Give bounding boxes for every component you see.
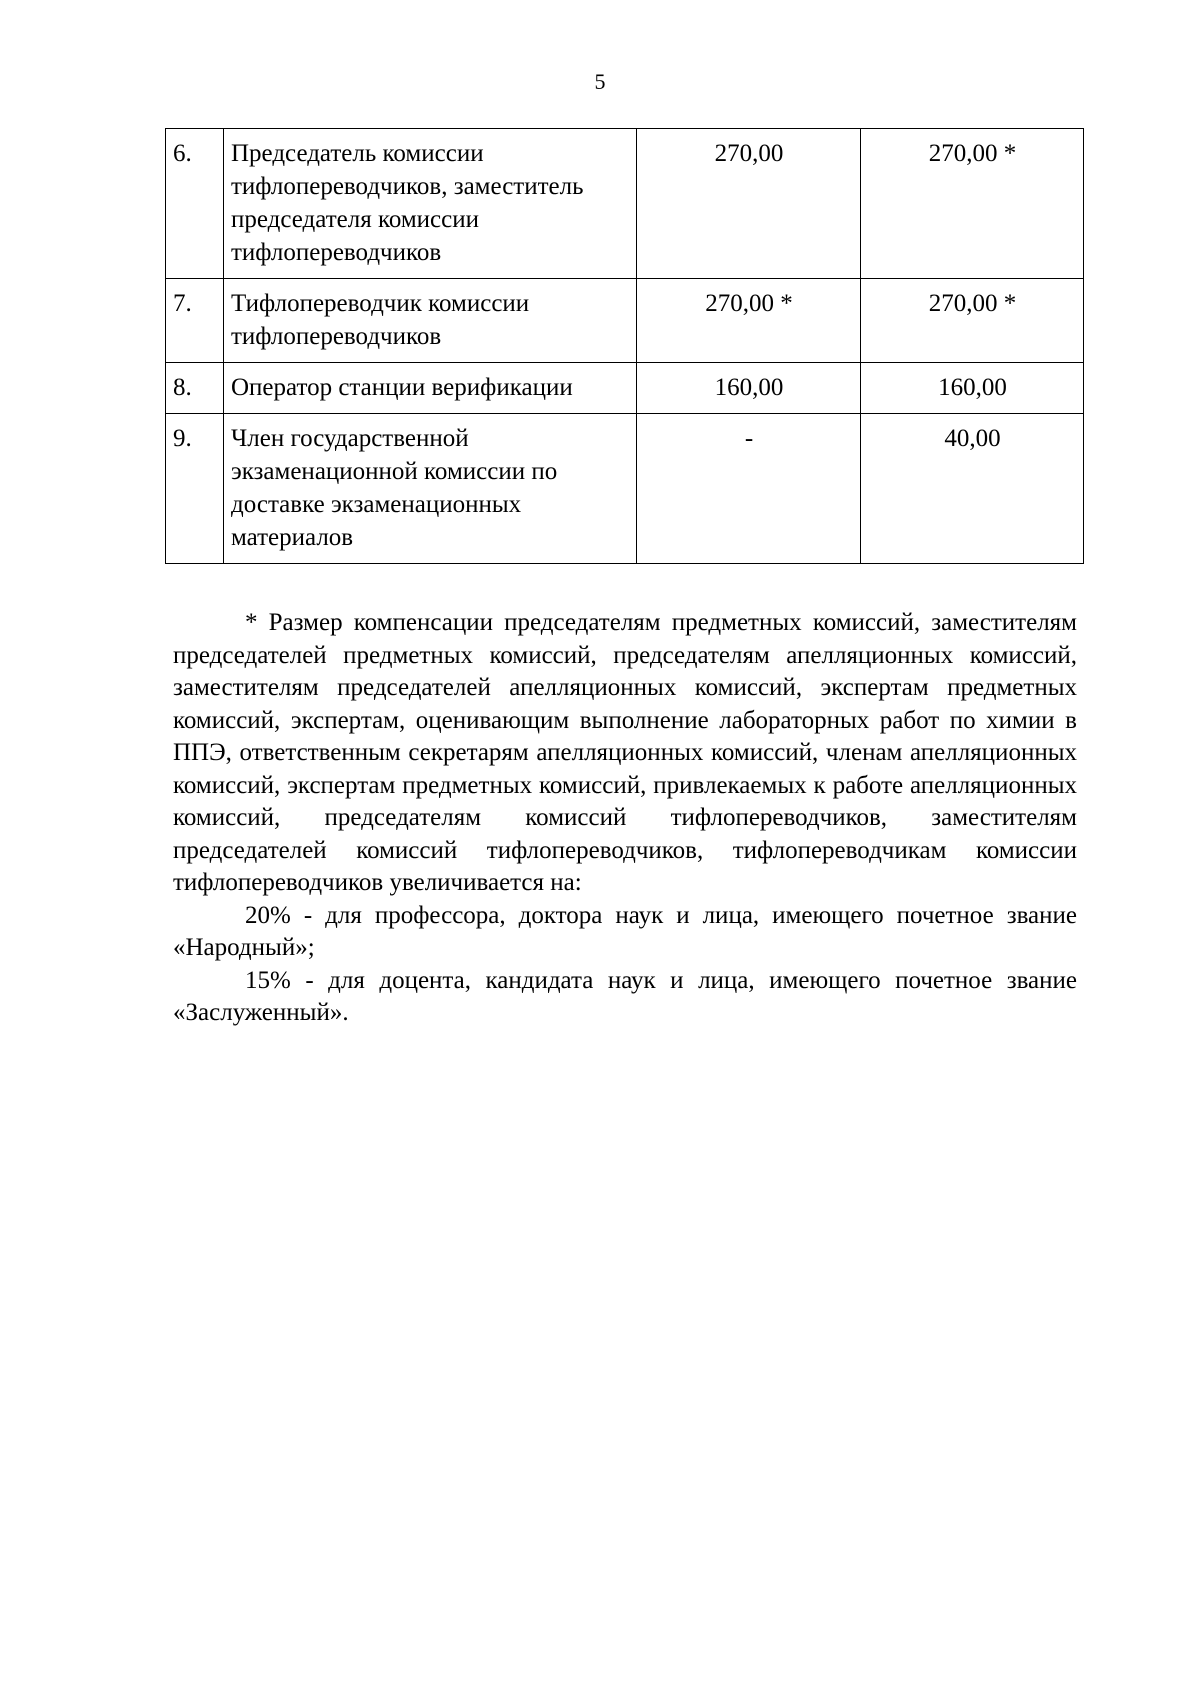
value-column-1: 160,00 (637, 363, 861, 414)
value-column-2: 270,00 * (861, 129, 1084, 279)
table-row (166, 363, 1084, 414)
row-number: 6. (166, 129, 224, 279)
value-column-1: 270,00 (637, 129, 861, 279)
footnote-item-professor: 20% - для профессора, доктора наук и лица, имеющего почетное звание «Народный»; (173, 901, 1077, 961)
value-column-2: 160,00 (861, 363, 1084, 414)
compensation-table (165, 128, 1084, 564)
position-name: Оператор станции верификации (224, 363, 637, 414)
footnote-item-docent: 15% - для доцента, кандидата наук и лица, имеющего почетное звание «Заслуженный». (173, 966, 1077, 1026)
footnote-paragraph: * Размер компенсации председателям предметных комиссий, заместителям председателей предметных комиссий, председателям апелляционных комиссий, заместителям председателей апелляционных комиссий, экспертам предметных комиссий, экспертам, оценивающим выполнение лабораторных работ по химии в ППЭ, ответственным секретарям апелляционных комиссий, членам апелляционных комиссий, экспертам предметных комиссий, привлекаемых к работе апелляционных комиссий, председателям комиссий тифлопереводчиков, заместителям председателей комиссий тифлопереводчиков, тифлопереводчикам комиссии тифлопереводчиков увеличивается на: (173, 609, 1077, 896)
table-row (166, 129, 1084, 279)
position-name: Председатель комиссии тифлопереводчиков, заместитель председателя комиссии тифлопереводчиков (224, 129, 637, 279)
row-number: 8. (166, 363, 224, 414)
position-name: Член государственной экзаменационной комиссии по доставке экзаменационных материалов (224, 414, 637, 564)
value-column-2: 270,00 * (861, 279, 1084, 363)
row-number: 9. (166, 414, 224, 564)
value-column-1: - (637, 414, 861, 564)
value-column-2: 40,00 (861, 414, 1084, 564)
footnote-section (173, 607, 1077, 1030)
value-column-1: 270,00 * (637, 279, 861, 363)
row-number: 7. (166, 279, 224, 363)
table-row (166, 279, 1084, 363)
table-row (166, 414, 1084, 564)
position-name: Тифлопереводчик комиссии тифлопереводчиков (224, 279, 637, 363)
page-number: 5 (594, 69, 606, 94)
